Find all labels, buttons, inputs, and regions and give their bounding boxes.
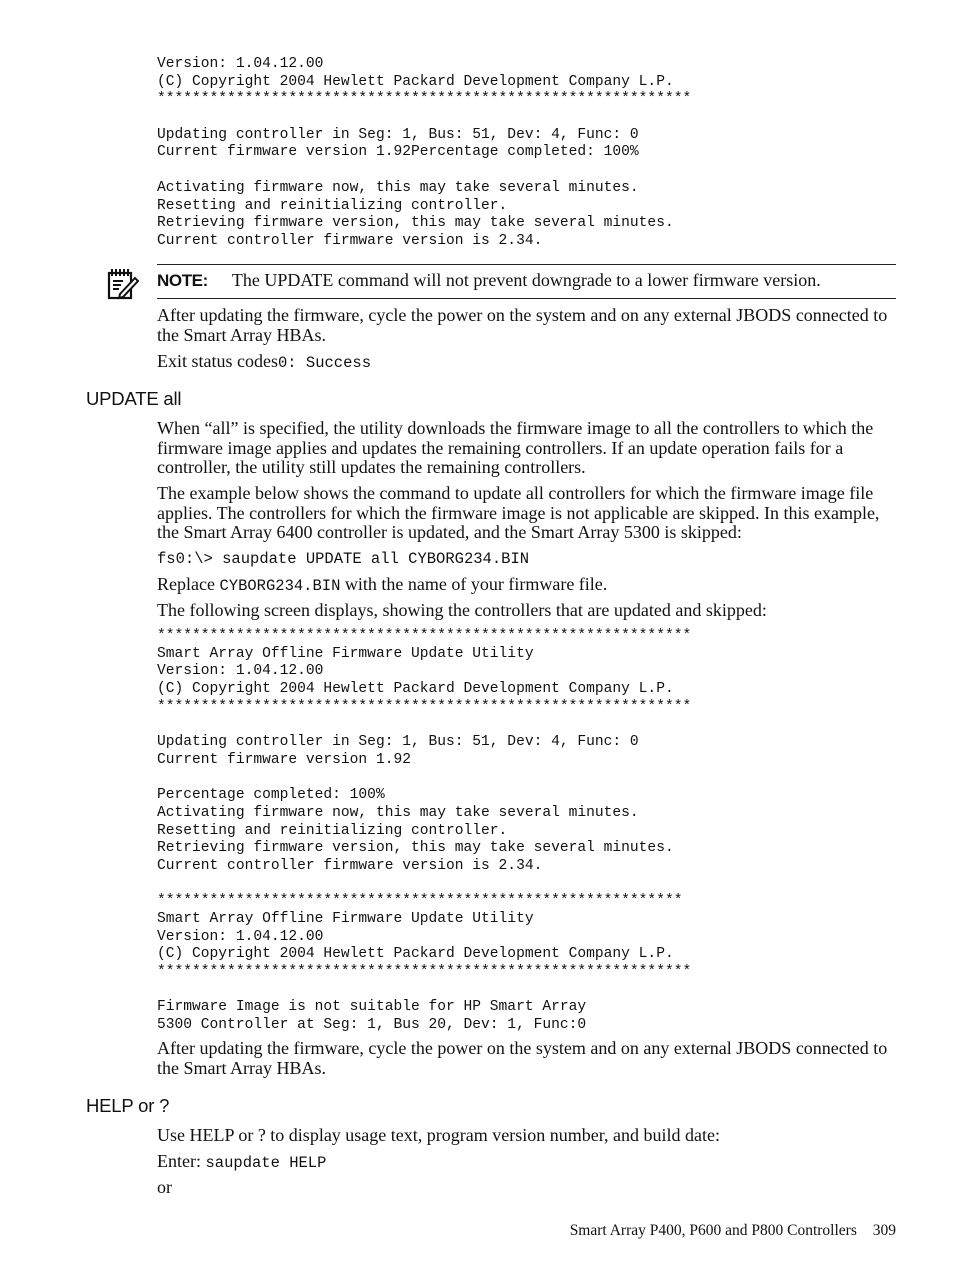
code-screen-line bbox=[157, 716, 691, 734]
note-label: NOTE: bbox=[157, 271, 208, 290]
code-top-line: Retrieving firmware version, this may take several minutes. bbox=[157, 215, 674, 232]
code-screen-line: Activating firmware now, this may take several minutes. bbox=[157, 804, 639, 821]
code-screen-line: (C) Copyright 2004 Hewlett Packard Development Company L.P. bbox=[157, 681, 674, 698]
code-top-line: Activating firmware now, this may take several minutes. bbox=[157, 179, 639, 196]
screen-intro-paragraph: The following screen displays, showing the controllers that are updated and skipped: bbox=[157, 600, 767, 620]
update-all-paragraph-1: When “all” is specified, the utility downloads the firmware image to all the controllers to which the firmware image applies and updates the remaining controllers. If an update operation fails for a controller, the utility still updates the remaining controllers. bbox=[157, 418, 874, 477]
code-screen-line: ************************************************************ bbox=[157, 893, 683, 910]
note-top-rule bbox=[157, 264, 896, 265]
code-screen-line: Firmware Image is not suitable for HP Smart Array bbox=[157, 999, 587, 1016]
help-enter-label: Enter: bbox=[157, 1151, 206, 1171]
code-screen-line: ************************************************************* bbox=[157, 628, 692, 644]
exit-status-code: 0: Success bbox=[277, 354, 371, 372]
section-heading-update-all: UPDATE all bbox=[86, 388, 182, 409]
code-block-top bbox=[157, 56, 691, 251]
code-top-line: Resetting and reinitializing controller. bbox=[157, 197, 508, 214]
code-screen-line: Updating controller in Seg: 1, Bus: 51, Dev: 4, Func: 0 bbox=[157, 734, 639, 751]
help-enter-code: saupdate HELP bbox=[205, 1154, 327, 1172]
update-all-paragraph-2: The example below shows the command to update all controllers for which the firmware image file applies. The controllers for which the firmware image is not applicable are skipped. In this example, the Smart Array 6400 controller is updated, and the Smart Array 5300 is skipped: bbox=[157, 483, 880, 542]
help-or: or bbox=[157, 1177, 172, 1197]
code-screen-line: Percentage completed: 100% bbox=[157, 787, 385, 804]
replace-text-pre: Replace bbox=[157, 574, 220, 594]
help-enter-line bbox=[157, 1152, 757, 1174]
code-top-line: Version: 1.04.12.00 bbox=[157, 56, 324, 72]
section-heading-help: HELP or ? bbox=[86, 1095, 170, 1116]
update-all-command: fs0:\> saupdate UPDATE all CYBORG234.BIN bbox=[157, 550, 530, 568]
code-screen-line: Current firmware version 1.92 bbox=[157, 751, 411, 768]
code-top-line: Updating controller in Seg: 1, Bus: 51, Dev: 4, Func: 0 bbox=[157, 126, 639, 143]
footer-page-number: 309 bbox=[872, 1222, 896, 1239]
page-footer bbox=[570, 1222, 896, 1240]
help-paragraph: Use HELP or ? to display usage text, program version number, and build date: bbox=[157, 1125, 720, 1145]
replace-line bbox=[157, 575, 857, 597]
replace-filename-code: CYBORG234.BIN bbox=[219, 577, 341, 595]
code-screen-line bbox=[157, 982, 691, 1000]
after-update-paragraph-2: After updating the firmware, cycle the power on the system and on any external JBODS connected to the Smart Array HBAs. bbox=[157, 1038, 888, 1078]
after-update-paragraph-1: After updating the firmware, cycle the power on the system and on any external JBODS connected to the Smart Array HBAs. bbox=[157, 305, 888, 345]
code-screen-line: Smart Array Offline Firmware Update Utility bbox=[157, 645, 534, 662]
code-screen-line bbox=[157, 876, 691, 894]
code-screen-line: Smart Array Offline Firmware Update Utility bbox=[157, 911, 534, 927]
footer-title: Smart Array P400, P600 and P800 Controllers bbox=[569, 1222, 857, 1239]
note-text: The UPDATE command will not prevent downgrade to a lower firmware version. bbox=[231, 270, 821, 290]
code-screen-line bbox=[157, 770, 691, 788]
code-screen-line: ************************************************************* bbox=[157, 964, 692, 981]
note bbox=[157, 271, 897, 295]
code-screen-line: (C) Copyright 2004 Hewlett Packard Development Company L.P. bbox=[157, 946, 674, 963]
exit-status-line bbox=[157, 352, 757, 374]
note-bottom-rule bbox=[157, 298, 896, 299]
code-screen-line: Version: 1.04.12.00 bbox=[157, 928, 324, 945]
code-screen-line: ************************************************************* bbox=[157, 698, 692, 715]
code-top-line: Current controller firmware version is 2.34. bbox=[157, 232, 543, 249]
code-screen-line: 5300 Controller at Seg: 1, Bus 20, Dev: 1, Func:0 bbox=[157, 1017, 587, 1034]
replace-text-post: with the name of your firmware file. bbox=[340, 574, 608, 594]
note-pencil-icon bbox=[106, 267, 140, 301]
code-screen-line: Version: 1.04.12.00 bbox=[157, 663, 324, 680]
code-screen-line: Resetting and reinitializing controller. bbox=[157, 822, 508, 839]
code-top-line: Current firmware version 1.92Percentage completed: 100% bbox=[157, 144, 639, 161]
code-top-line: ************************************************************* bbox=[157, 91, 692, 108]
code-top-line: (C) Copyright 2004 Hewlett Packard Development Company L.P. bbox=[157, 73, 674, 90]
code-block-screen bbox=[157, 628, 691, 1035]
code-screen-line: Current controller firmware version is 2.34. bbox=[157, 857, 543, 874]
code-screen-line: Retrieving firmware version, this may take several minutes. bbox=[157, 840, 674, 857]
code-top-line bbox=[157, 162, 691, 180]
code-top-line bbox=[157, 109, 691, 127]
exit-status-text: Exit status codes bbox=[157, 351, 278, 371]
